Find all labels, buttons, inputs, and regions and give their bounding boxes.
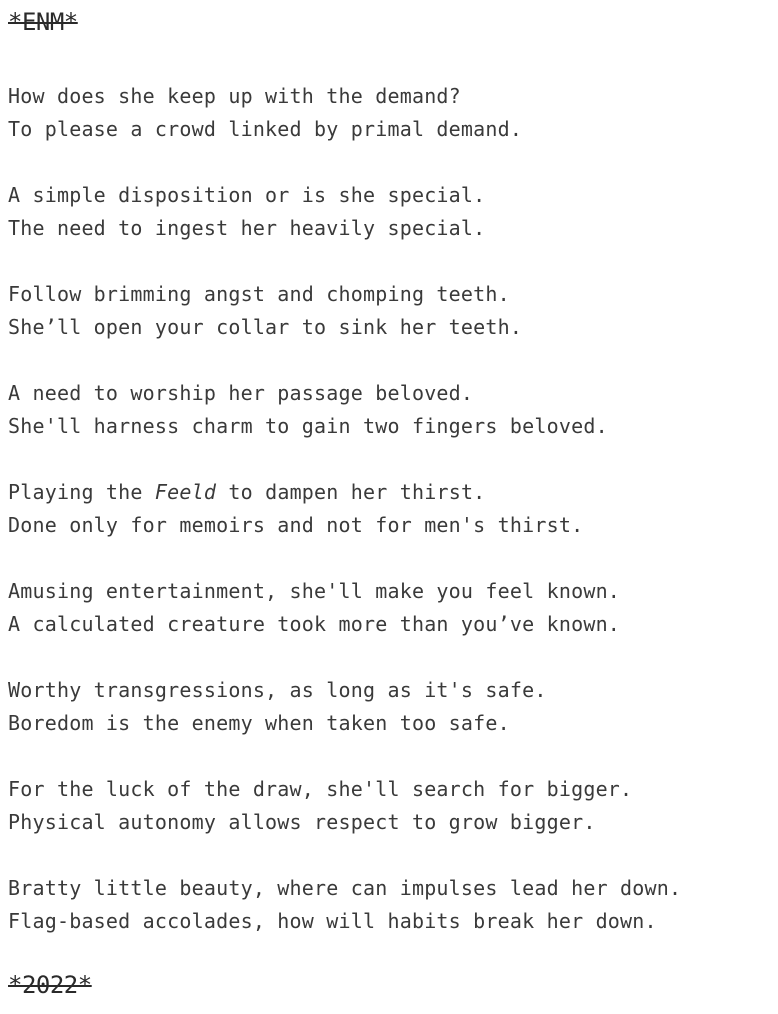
verse-line: She’ll open your collar to sink her teeth. [8,315,523,339]
stanza-3 [8,278,681,377]
stanza-7 [8,674,681,773]
stanza-1 [8,80,681,179]
stanza-9 [8,872,681,971]
stanza-8 [8,773,681,872]
verse-line: How does she keep up with the demand? [8,84,461,108]
verse-line: Worthy transgressions, as long as it's safe. [8,678,547,702]
verse-line: She'll harness charm to gain two fingers beloved. [8,414,608,438]
verse-line: Physical autonomy allows respect to grow bigger. [8,810,596,834]
verse-line: Boredom is the enemy when taken too safe. [8,711,510,735]
stanza-6 [8,575,681,674]
stanza-5 [8,476,681,575]
verse-line: Done only for memoirs and not for men's thirst. [8,513,584,537]
verse-line: A calculated creature took more than you’ve known. [8,612,621,636]
verse-line: Amusing entertainment, she'll make you feel known. [8,579,621,603]
verse-line: Flag-based accolades, how will habits break her down. [8,909,657,933]
italic-word: Feeld [154,480,217,504]
stanza-4 [8,377,681,476]
poem-body [8,80,681,971]
poem-title-marker: *ENM* [8,8,78,36]
verse-line: A need to worship her passage beloved. [8,381,474,405]
verse-line: To please a crowd linked by primal demand. [8,117,523,141]
verse-line-start: Playing the [8,480,155,504]
verse-line: Bratty little beauty, where can impulses lead her down. [8,876,682,900]
year-marker: *2022* [8,971,92,999]
verse-line [8,476,681,509]
verse-line: For the luck of the draw, she'll search for bigger. [8,777,633,801]
verse-line-end: to dampen her thirst. [216,480,486,504]
verse-line: A simple disposition or is she special. [8,183,486,207]
verse-line: Follow brimming angst and chomping teeth. [8,282,510,306]
stanza-2 [8,179,681,278]
verse-line: The need to ingest her heavily special. [8,216,486,240]
